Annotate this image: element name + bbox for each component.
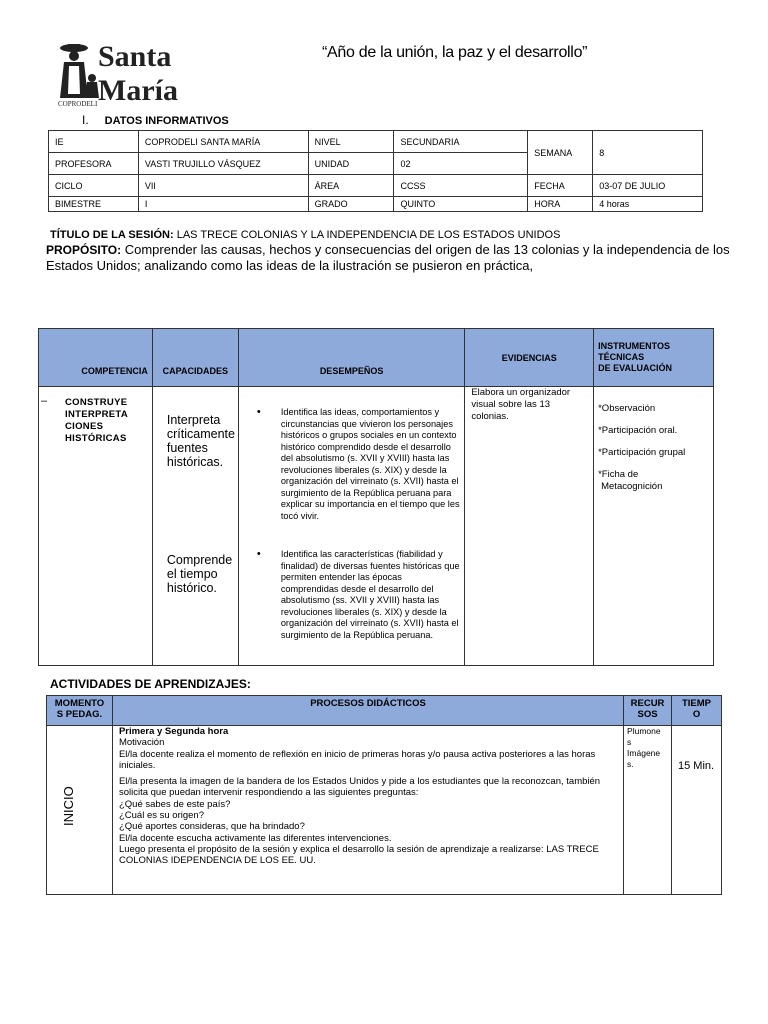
momento-cell (47, 726, 113, 895)
procesos-line-8: Luego presenta el propósito de la sesión y explica el desarrollo la sesión de aprendizaje a realizarse: LAS TRECE COLONIAS IDEPENDENCIA DE LOS EE. UU. (118, 843, 599, 867)
bimestre-value: I (138, 197, 308, 212)
recursos-cell (624, 726, 672, 895)
header-tiempo-2: O (692, 709, 701, 720)
header-tiempo (672, 696, 722, 726)
instrumento-3: *Participación grupal (598, 447, 686, 458)
recursos-2: s (627, 737, 632, 747)
bimestre-label: BIMESTRE (49, 197, 139, 212)
logo-caption: COPRODELI (58, 100, 98, 108)
competencia-line-4: HISTÓRICAS (65, 433, 127, 444)
header-momento-1: MOMENTO (54, 698, 105, 709)
section-title: DATOS INFORMATIVOS (104, 115, 229, 127)
recursos-3: Imágene (627, 748, 661, 758)
session-title-value: LAS TRECE COLONIAS Y LA INDEPENDENCIA DE LOS ESTADOS UNIDOS (173, 229, 561, 241)
capacidades-cell (152, 387, 238, 666)
section-heading (82, 113, 229, 127)
header-competencia: COMPETENCIA (39, 329, 153, 387)
recursos-1: Plumone (627, 726, 661, 736)
procesos-line-4: ¿Qué sabes de este país? (118, 798, 231, 810)
tiempo-cell (672, 726, 722, 895)
competencias-table (38, 328, 714, 666)
instrumento-4a: *Ficha de (598, 469, 639, 480)
header-recursos-1: RECUR (630, 698, 665, 709)
header-momento (47, 696, 113, 726)
procesos-line-3: El/la presenta la imagen de la bandera de los Estados Unidos y pide a los estudiantes que la reconozcan, también solicita que puedan intervenir respondiendo a las siguientes preguntas: (118, 776, 601, 799)
purpose-label: PROPÓSITO: (46, 243, 122, 257)
session-purpose (46, 242, 736, 273)
grado-label: GRADO (308, 197, 394, 212)
evidencia-text: Elabora un organizador visual sobre las 13 colonias. (471, 387, 571, 422)
instrumento-4b: Metacognición (601, 481, 663, 492)
info-table (48, 130, 703, 212)
desempeno-list-1 (239, 407, 461, 522)
ciclo-label: CICLO (49, 175, 139, 197)
instrumento-2: *Participación oral. (598, 425, 678, 436)
competencia-dash: – (41, 395, 48, 407)
area-value: CCSS (394, 175, 528, 197)
section-number: I. (82, 113, 89, 127)
grado-value: QUINTO (394, 197, 528, 212)
header-procesos: PROCESOS DIDÁCTICOS (112, 696, 623, 726)
desempeno-2: • Identifica las características (fiabilidad y finalidad) de diversas fuentes históricas que permiten entender las épocas comprendidas desde el desarrollo del absolutismo (ss. XVII y XVIII) hasta las revoluciones liberales (s. XIX) y desde la organización del virreinato (s. XVII) hasta el surgimiento de la República peruana. (239, 549, 461, 641)
procesos-line-7: El/la docente escucha activamente las diferentes intervenciones. (118, 832, 392, 844)
procesos-table (46, 695, 722, 895)
semana-label: SEMANA (528, 131, 593, 175)
capacidad-1: Interpreta críticamente fuentes históricas. (166, 413, 235, 469)
competencia-line-1: CONSTRUYE (65, 397, 128, 408)
profesora-value: VASTI TRUJILLO VÁSQUEZ (138, 153, 308, 175)
header-instrumentos (594, 329, 714, 387)
header-evidencias: EVIDENCIAS (465, 329, 594, 387)
header-recursos (624, 696, 672, 726)
procesos-cell (112, 726, 623, 895)
fecha-label: FECHA (528, 175, 593, 197)
ciclo-value: VII (138, 175, 308, 197)
instrumentos-cell (594, 387, 714, 666)
semana-value: 8 (593, 131, 703, 175)
header-capacidades: CAPACIDADES (152, 329, 238, 387)
area-label: ÁREA (308, 175, 394, 197)
procesos-line-5: ¿Cuál es su origen? (118, 810, 204, 822)
header-tiempo-1: TIEMP (681, 698, 712, 709)
tiempo-value: 15 Min. (678, 760, 715, 772)
instrumento-1: *Observación (598, 403, 656, 414)
motto: “Año de la unión, la paz y el desarrollo” (322, 44, 588, 61)
header-recursos-2: SOS (637, 709, 658, 720)
competencia-cell (39, 387, 153, 666)
procesos-line-1: Motivación (118, 737, 165, 749)
nivel-value: SECUNDARIA (394, 131, 528, 153)
competencia-line-2: INTERPRETA (65, 409, 128, 420)
header-instrumentos-1: INSTRUMENTOS (598, 341, 670, 351)
desempeno-1: • Identifica las ideas, comportamientos y circunstancias que vivieron los personajes históricos o grupos sociales en un contexto histórico comprendido desde el desarrollo del absolutismo (s. XVII y XVIII) hasta las revoluciones liberales (s. XIX) y desde la organización del virreinato (s. XVII) hasta el surgimiento de la República peruana para explicar su importancia en el tiempo que les tocó vivir. (239, 407, 461, 522)
session-title-label: TÍTULO DE LA SESIÓN: (50, 229, 174, 241)
header-momento-2: S PEDAG. (56, 709, 103, 720)
unidad-label: UNIDAD (308, 153, 394, 175)
evidencias-cell (465, 387, 594, 666)
purpose-value: Comprender las causas, hechos y consecuencias del origen de las 13 colonias y la independencia de los Estados Unidos; analizando como las ideas de la ilustración se pusieron en práctica, (46, 242, 730, 273)
procesos-line-6: ¿Qué aportes consideras, que ha brindado? (118, 821, 305, 833)
momento-inicio: INICIO (61, 786, 76, 826)
header-desempenos: DESEMPEÑOS (238, 329, 465, 387)
header-instrumentos-2: TÉCNICAS (598, 352, 645, 362)
hora-label: HORA (528, 197, 593, 212)
capacidad-2: Comprende el tiempo histórico. (166, 553, 233, 595)
profesora-label: PROFESORA (49, 153, 139, 175)
recursos-4: s. (627, 759, 634, 769)
nivel-label: NIVEL (308, 131, 394, 153)
unidad-value: 02 (394, 153, 528, 175)
header-instrumentos-3: DE EVALUACIÓN (598, 363, 672, 373)
competencia-text (65, 397, 128, 445)
ie-value: COPRODELI SANTA MARÍA (138, 131, 308, 153)
session-title (50, 229, 560, 241)
procesos-line-2: El/la docente realiza el momento de reflexión en inicio de primeras horas y/o pausa activa posteriores a las horas iniciales. (118, 748, 596, 771)
competencia-line-3: CIONES (65, 421, 104, 432)
logo-text-top: Santa (98, 40, 172, 73)
ie-label: IE (49, 131, 139, 153)
desempenos-cell (238, 387, 465, 666)
figure-logo-icon (56, 42, 100, 100)
activities-title: ACTIVIDADES DE APRENDIZAJES: (50, 677, 251, 691)
fecha-value: 03-07 DE JULIO (593, 175, 703, 197)
desempeno-list-2 (239, 549, 461, 641)
school-logo (52, 40, 178, 112)
hora-value: 4 horas (593, 197, 703, 212)
procesos-subtitle: Primera y Segunda hora (118, 726, 229, 737)
logo-text-bottom: María (98, 74, 178, 107)
